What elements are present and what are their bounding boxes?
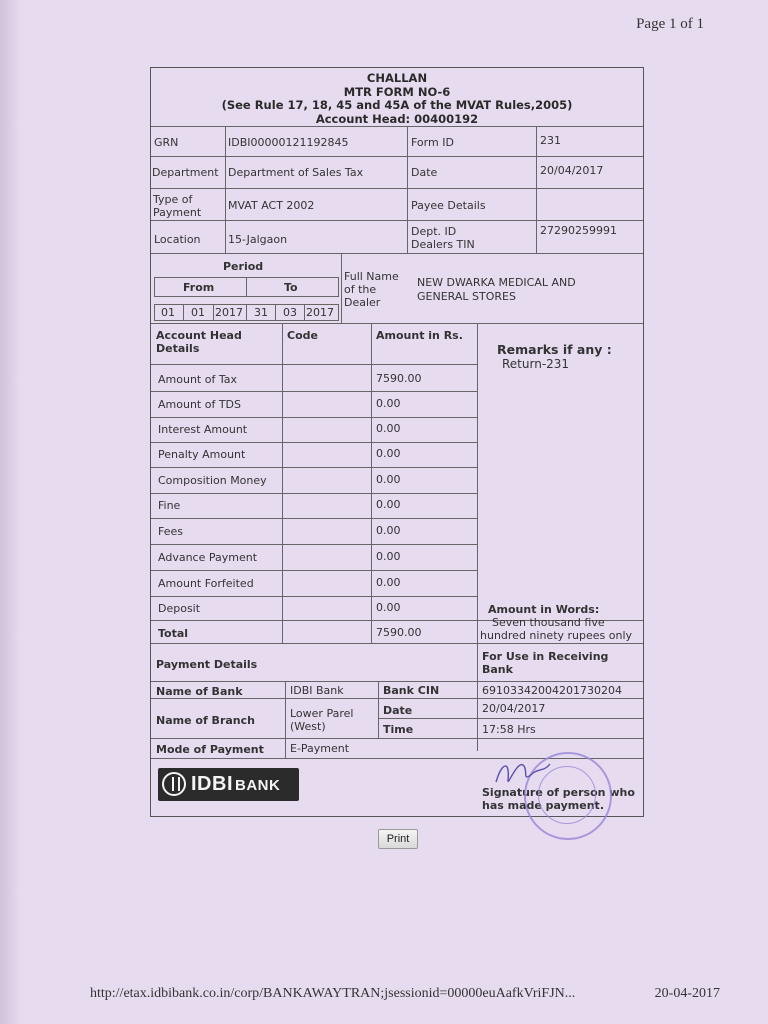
row-amount-tds: 0.00 — [376, 397, 401, 410]
title-account-head: Account Head: 00400192 — [315, 111, 479, 126]
footer-url: http://etax.idbibank.co.in/corp/BANKAWAYTRAN;jsessionid=00000euAafkVriFJN... — [90, 986, 576, 1001]
print-button[interactable]: Print — [378, 829, 418, 849]
divider — [536, 126, 537, 253]
divider — [151, 391, 477, 392]
title-rules: (See Rule 17, 18, 45 and 45A of the MVAT Rules,2005) — [221, 98, 573, 112]
payment-date-value: 20/04/2017 — [482, 702, 546, 715]
row-amount-composition: 0.00 — [376, 473, 401, 486]
divider — [151, 442, 477, 443]
full-name-label: Full Name of the Dealer — [344, 270, 399, 309]
signature-line1: Signature of person who — [482, 786, 635, 799]
idbi-bank-logo — [158, 768, 299, 801]
row-amount-interest: 0.00 — [376, 422, 401, 435]
location-value: 15-Jalgaon — [228, 233, 288, 246]
divider — [285, 681, 286, 758]
idbi-emblem-icon — [162, 772, 186, 796]
divider — [151, 570, 477, 571]
payment-mode-label: Mode of Payment — [156, 743, 264, 756]
period-to-day: 31 — [254, 306, 268, 319]
dealer-name-line2: GENERAL STORES — [417, 290, 516, 303]
payment-details-label: Payment Details — [156, 658, 258, 671]
date-label: Date — [411, 166, 438, 179]
amount-words-line2: hundred ninety rupees only — [480, 629, 633, 642]
divider — [341, 253, 342, 323]
logo-text — [191, 773, 280, 796]
challan-form — [150, 67, 644, 817]
divider — [151, 364, 477, 365]
divider — [378, 718, 643, 719]
divider — [151, 681, 643, 682]
grn-value: IDBI00000121192845 — [228, 136, 349, 149]
location-label: Location — [154, 233, 201, 246]
remarks-label: Remarks if any : — [497, 342, 612, 357]
branch-line1: Lower Parel — [290, 707, 354, 720]
title-form-no: MTR FORM NO-6 — [343, 84, 451, 99]
divider — [151, 544, 477, 545]
period-from-year: 2017 — [215, 306, 243, 319]
logo-main: IDBI — [191, 773, 233, 795]
row-label-fees: Fees — [158, 525, 183, 538]
row-label-advance: Advance Payment — [158, 551, 258, 564]
row-amount-advance: 0.00 — [376, 550, 401, 563]
divider — [304, 304, 305, 321]
amount-words-line1: Seven thousand five — [492, 616, 605, 629]
divider — [151, 493, 477, 494]
period-to-label: To — [284, 281, 298, 294]
period-from-day: 01 — [161, 306, 175, 319]
divider — [246, 304, 247, 321]
row-amount-fine: 0.00 — [376, 498, 401, 511]
page-number: Page 1 of 1 — [636, 16, 704, 32]
divider — [183, 304, 184, 321]
payment-time-label: Time — [383, 723, 414, 736]
type-of-payment-label: Type of Payment — [153, 193, 202, 219]
grn-label: GRN — [154, 136, 179, 149]
divider — [151, 323, 643, 324]
row-amount-fees: 0.00 — [376, 524, 401, 537]
total-amount: 7590.00 — [376, 626, 422, 639]
row-label-interest: Interest Amount — [158, 423, 248, 436]
row-label-composition: Composition Money — [158, 474, 267, 487]
date-value: 20/04/2017 — [540, 164, 604, 177]
total-label: Total — [158, 627, 189, 640]
divider — [246, 277, 247, 297]
form-id-label: Form ID — [411, 136, 454, 149]
divider — [151, 518, 477, 519]
row-label-tds: Amount of TDS — [158, 398, 241, 411]
branch-label: Name of Branch — [156, 714, 255, 727]
payment-mode-value: E-Payment — [290, 742, 350, 755]
amount-words-label: Amount in Words: — [488, 603, 600, 616]
footer-date: 20-04-2017 — [654, 986, 720, 1001]
handwritten-signature — [488, 752, 558, 796]
payment-date-label: Date — [383, 704, 413, 717]
form-id-value: 231 — [540, 134, 561, 147]
col-account-head: Account Head Details — [156, 329, 242, 355]
divider — [151, 698, 643, 699]
divider — [282, 323, 283, 643]
dept-id-value: 27290259991 — [540, 224, 617, 237]
row-amount-penalty: 0.00 — [376, 447, 401, 460]
col-amount: Amount in Rs. — [376, 329, 463, 342]
divider — [371, 323, 372, 643]
payee-details-label: Payee Details — [411, 199, 486, 212]
type-of-payment-value: MVAT ACT 2002 — [228, 199, 315, 212]
divider — [151, 417, 477, 418]
remarks-value: Return-231 — [502, 357, 570, 371]
row-label-tax: Amount of Tax — [158, 373, 237, 386]
divider — [151, 253, 643, 254]
bank-name-label: Name of Bank — [156, 685, 243, 698]
receiving-bank-label: For Use in Receiving Bank — [482, 650, 609, 676]
row-label-penalty: Penalty Amount — [158, 448, 246, 461]
divider — [151, 643, 643, 644]
period-to-month: 03 — [283, 306, 297, 319]
title-challan: CHALLAN — [366, 71, 428, 85]
department-label: Department — [152, 166, 219, 179]
paper-edge — [0, 0, 22, 1024]
dept-id-label: Dept. ID Dealers TIN — [411, 225, 475, 251]
divider — [151, 596, 477, 597]
dealer-name-line1: NEW DWARKA MEDICAL AND — [417, 276, 576, 289]
period-to-year: 2017 — [306, 306, 334, 319]
row-amount-forfeited: 0.00 — [376, 576, 401, 589]
period-from-month: 01 — [191, 306, 205, 319]
period-label: Period — [223, 260, 264, 273]
divider — [407, 126, 408, 253]
page-footer — [90, 986, 720, 1002]
period-from-label: From — [183, 281, 215, 294]
divider — [275, 304, 276, 321]
row-amount-deposit: 0.00 — [376, 601, 401, 614]
signature-line2: has made payment. — [482, 799, 604, 812]
col-code: Code — [287, 329, 318, 342]
divider — [151, 467, 477, 468]
form-title — [151, 72, 643, 126]
row-label-deposit: Deposit — [158, 602, 201, 615]
payment-time-value: 17:58 Hrs — [482, 723, 536, 736]
department-value: Department of Sales Tax — [228, 166, 364, 179]
branch-line2: (West) — [290, 720, 326, 733]
row-label-fine: Fine — [158, 499, 181, 512]
row-label-forfeited: Amount Forfeited — [158, 577, 254, 590]
divider — [225, 126, 226, 253]
divider — [151, 738, 643, 739]
logo-suffix: BANK — [235, 777, 281, 794]
bank-name-value: IDBI Bank — [290, 684, 344, 697]
divider — [477, 323, 478, 751]
row-amount-tax: 7590.00 — [376, 372, 422, 385]
divider — [378, 681, 379, 738]
bank-cin-label: Bank CIN — [383, 684, 440, 697]
bank-cin-value: 69103342004201730204 — [482, 684, 622, 697]
divider — [213, 304, 214, 321]
